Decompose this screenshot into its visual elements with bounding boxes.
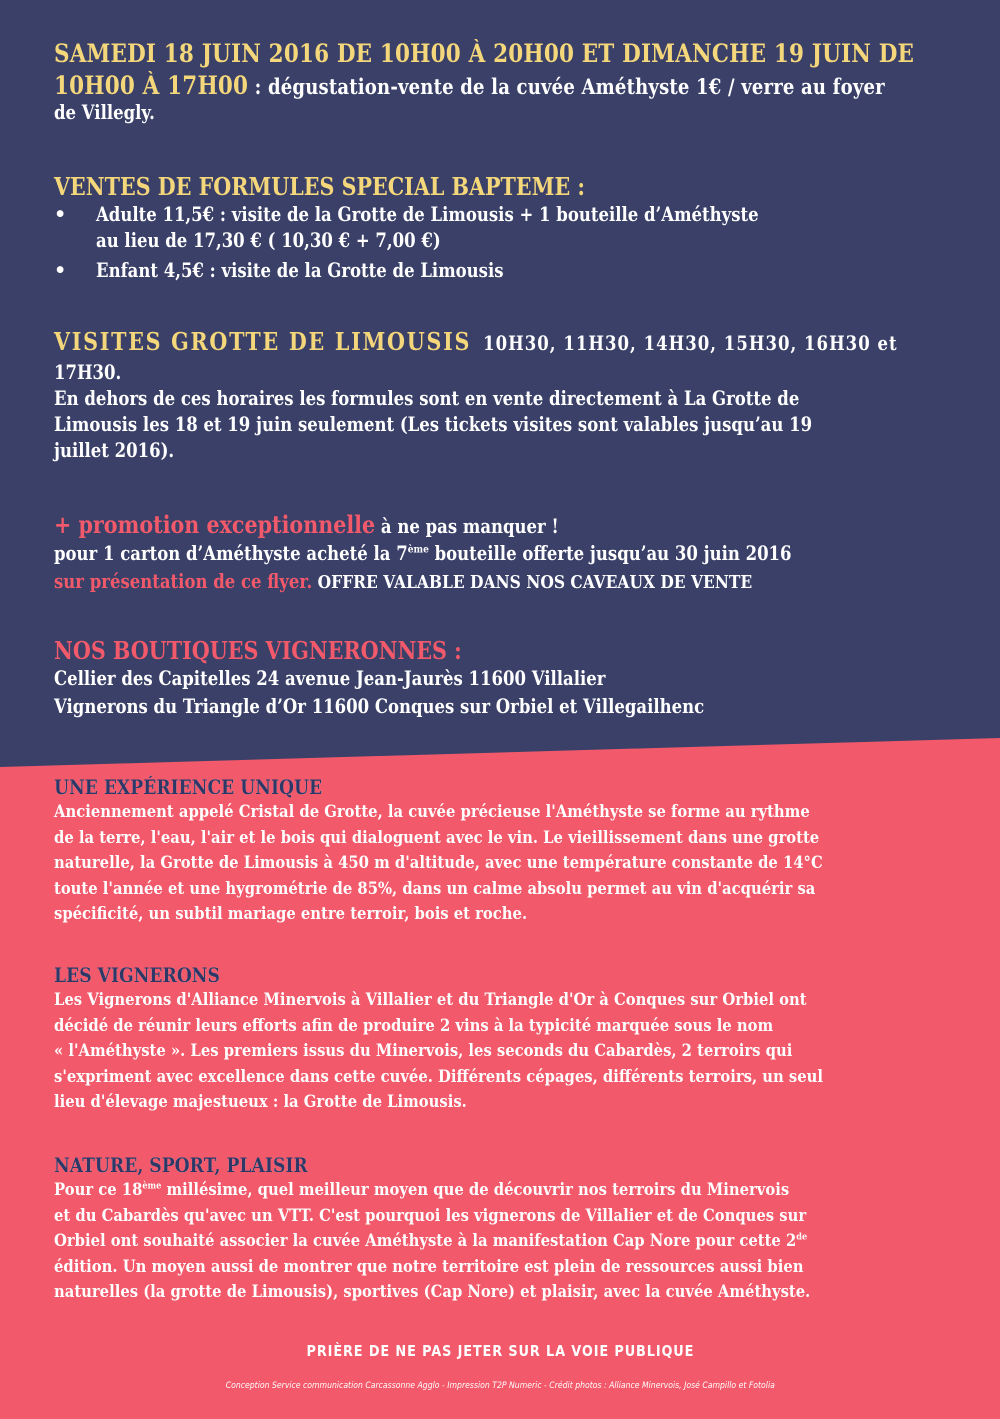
event-description-line2: de Villegly. (54, 101, 155, 124)
visites-title-line (54, 327, 948, 360)
bullet-icon: • (54, 203, 67, 226)
nature-title: NATURE, SPORT, PLAISIR (54, 1153, 308, 1177)
formule-adult: • Adulte 11,5€ : visite de la Grotte de Limousis + 1 bouteille d’Améthyste au lieu de 17,30 € ( 10,30 € + 7,00 €) (54, 203, 759, 252)
promo-headline: + promotion exceptionnelle à ne pas manquer ! (54, 510, 559, 539)
nature-section: NATURE, SPORT, PLAISIR Pour ce 18ème millésime, quel meilleur moyen que de découvrir nos terroirs du Minervois et du Cabardès qu'avec un VTT. C'est pourquoi les vignerons de Villalier et de Conques sur Orbiel ont souhaité associer la cuvée Améthyste à la manifestation Cap Nore pour cette 2de édition. Un moyen aussi de montrer que notre territoire est plein de ressources aussi bien naturelles (la grotte de Limousis), sportives (Cap Nore) et plaisir, avec la cuvée Améthyste. (54, 1152, 948, 1306)
boutiques-title: NOS BOUTIQUES VIGNERONNES : (54, 636, 462, 665)
flyer-condition: sur présentation de ce flyer. (54, 570, 313, 593)
visites-hours: 10H30, 11H30, 14H30, 15H30, 16H30 et (483, 332, 898, 355)
promo-highlight: + promotion exceptionnelle (54, 510, 376, 539)
event-dates-end: 10H00 À 17H00 (54, 71, 249, 100)
vignerons-section: LES VIGNERONS Les Vignerons d'Alliance Minervois à Villalier et du Triangle d'Or à Conques sur Orbiel ont décidé de réunir leurs efforts afin de produire 2 vins à la typicité marquée sous le nom « l'Améthyste ». Les premiers issus du Minervois, les seconds du Cabardès, 2 terroirs qui s'expriment avec excellence dans cette cuvée. Différents cépages, différents terroirs, un seul lieu d'élevage majestueux : la Grotte de Limousis. (54, 962, 948, 1116)
shop-item: Vignerons du Triangle d’Or 11600 Conques sur Orbiel et Villegailhenc (54, 695, 705, 718)
footer-credits: Conception Service communication Carcassonne Agglo - Impression T2P Numeric - Crédit photos : Alliance Minervois, José Campillo et Fotolia (225, 1381, 775, 1391)
vignerons-title: LES VIGNERONS (54, 963, 220, 987)
promo-section (54, 510, 948, 596)
formules-title: VENTES DE FORMULES SPECIAL BAPTEME : (54, 172, 585, 201)
formules-section (54, 172, 948, 284)
experience-title: UNE EXPÉRIENCE UNIQUE (54, 775, 323, 799)
visites-section: VISITES GROTTE DE LIMOUSIS 10H30, 11H30, 14H30, 15H30, 16H30 et 17H30. En dehors de ces horaires les formules sont en vente directement à La Grotte de Limousis les 18 et 19 juin seulement (Les tickets visites sont valables jusqu’au 19 juillet 2016). (54, 327, 948, 464)
event-section (54, 38, 948, 126)
footer-notice: PRIÈRE DE NE PAS JETER SUR LA VOIE PUBLIQUE (306, 1342, 694, 1360)
promo-conditions: sur présentation de ce flyer. OFFRE VALABLE DANS NOS CAVEAUX DE VENTE (54, 570, 753, 593)
shop-item: Cellier des Capitelles 24 avenue Jean-Jaurès 11600 Villalier (54, 667, 606, 690)
boutiques-section (54, 636, 948, 720)
bullet-icon: • (54, 259, 67, 282)
formule-child: • Enfant 4,5€ : visite de la Grotte de Limousis (54, 259, 504, 282)
visites-title: VISITES GROTTE DE LIMOUSIS (54, 327, 472, 356)
promo-offer: pour 1 carton d’Améthyste acheté la 7ème bouteille offerte jusqu’au 30 juin 2016 (54, 542, 792, 565)
event-dates-line1: SAMEDI 18 JUIN 2016 DE 10H00 À 20H00 ET DIMANCHE 19 JUIN DE (54, 39, 915, 68)
visites-note: En dehors de ces horaires les formules sont en vente directement à La Grotte de (54, 387, 800, 410)
experience-section: UNE EXPÉRIENCE UNIQUE Anciennement appelé Cristal de Grotte, la cuvée précieuse l'Améthyste se forme au rythme de la terre, l'eau, l'air et le bois qui dialoguent avec le vin. Le vieillissement dans une grotte naturelle, la Grotte de Limousis à 450 m d'altitude, avec une température constante de 14°C toute l'année et une hygrométrie de 85%, dans un calme absolu permet au vin d'acquérir sa spécificité, un subtil mariage entre terroir, bois et roche. (54, 774, 948, 928)
event-dates-line2 (54, 70, 948, 103)
event-description: : dégustation-vente de la cuvée Améthyste 1€ / verre au foyer (248, 74, 885, 99)
